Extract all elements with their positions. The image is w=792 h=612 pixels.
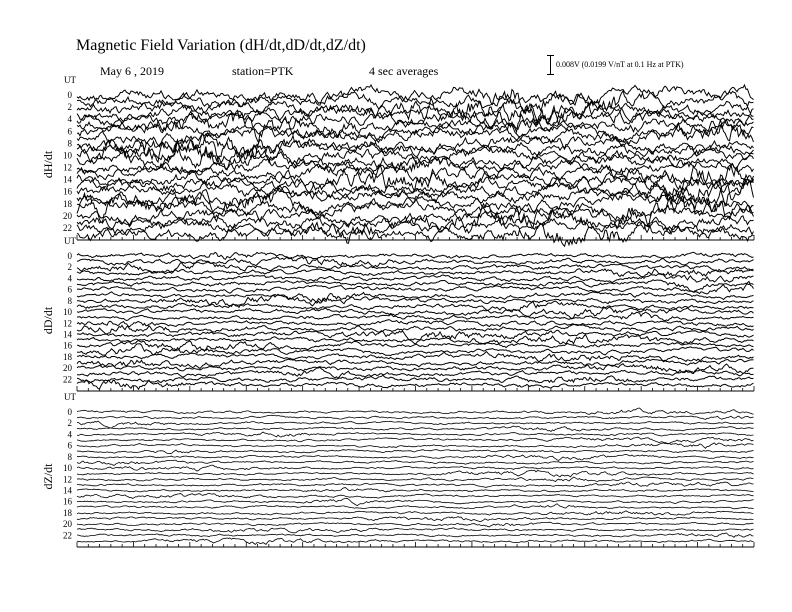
hour-tick-label: 10 (63, 150, 72, 161)
trace-hour-10 (77, 465, 754, 471)
hour-tick-label: 12 (63, 162, 72, 173)
trace-hour-5 (77, 437, 754, 444)
trace-hour-9 (77, 460, 754, 465)
ut-label: UT (64, 236, 76, 246)
trace-hour-1 (77, 415, 754, 419)
trace-hour-17 (77, 344, 754, 356)
hour-tick-label: 10 (63, 463, 72, 474)
trace-hour-0 (77, 252, 754, 259)
station-label: station=PTK (232, 64, 294, 78)
trace-hour-14 (77, 330, 754, 343)
hour-tick-label: 8 (67, 138, 72, 149)
trace-hour-12 (77, 320, 754, 327)
y-axis-label: dH/dt (41, 150, 55, 179)
hour-tick-label: 2 (67, 102, 72, 113)
date-label: May 6 , 2019 (100, 64, 164, 78)
hour-tick-label: 18 (63, 507, 72, 518)
trace-hour-13 (77, 482, 754, 487)
trace-hour-6 (77, 282, 754, 295)
trace-hour-18 (77, 511, 754, 515)
trace-hour-19 (77, 517, 754, 522)
hour-tick-label: 18 (63, 198, 72, 209)
hour-tick-label: 2 (67, 262, 72, 273)
hour-tick-label: 4 (67, 114, 72, 125)
hour-tick-label: 20 (63, 519, 72, 530)
hour-tick-label: 10 (63, 307, 72, 318)
hour-tick-label: 22 (63, 374, 72, 385)
trace-hour-12 (77, 477, 754, 482)
hour-tick-label: 14 (63, 174, 72, 185)
trace-hour-11 (77, 312, 754, 321)
trace-hour-7 (77, 450, 754, 454)
trace-hour-3 (77, 426, 754, 431)
trace-hour-15 (77, 493, 754, 498)
trace-hour-5 (77, 110, 754, 142)
hour-tick-label: 16 (63, 186, 72, 197)
hour-tick-label: 2 (67, 418, 72, 429)
hour-tick-label: 18 (63, 351, 72, 362)
hour-tick-label: 12 (63, 474, 72, 485)
trace-hour-14 (77, 488, 754, 492)
trace-hour-17 (77, 180, 754, 212)
hour-tick-label: 14 (63, 485, 72, 496)
y-axis-label: dZ/dt (41, 463, 55, 490)
hour-tick-label: 20 (63, 210, 72, 221)
y-axis-label: dD/dt (41, 306, 55, 335)
trace-hour-20 (77, 522, 754, 527)
trace-hour-8 (77, 454, 754, 460)
hour-tick-label: 22 (63, 222, 72, 233)
trace-hour-6 (77, 443, 754, 448)
trace-hour-18 (77, 352, 754, 362)
ut-label: UT (64, 392, 76, 402)
hour-tick-label: 12 (63, 318, 72, 329)
hour-tick-label: 6 (67, 126, 72, 137)
hour-tick-label: 14 (63, 329, 72, 340)
hour-tick-label: 6 (67, 440, 72, 451)
trace-hour-22 (77, 533, 754, 537)
hour-tick-label: 8 (67, 451, 72, 462)
averages-label: 4 sec averages (369, 64, 439, 78)
trace-hour-0 (77, 408, 754, 414)
hour-tick-label: 16 (63, 496, 72, 507)
trace-hour-3 (77, 269, 754, 277)
trace-hour-2 (77, 421, 754, 428)
trace-hour-4 (77, 432, 754, 437)
hour-tick-label: 0 (67, 251, 72, 261)
trace-hour-22 (77, 375, 754, 382)
trace-hour-16 (77, 498, 754, 505)
hour-tick-label: 4 (67, 429, 72, 440)
trace-hour-8 (77, 134, 754, 161)
hour-tick-label: 22 (63, 530, 72, 541)
trace-hour-12 (77, 157, 754, 175)
hour-tick-label: 0 (67, 407, 72, 417)
trace-hour-7 (77, 292, 754, 302)
hour-tick-label: 6 (67, 284, 72, 295)
ut-label: UT (64, 75, 76, 85)
hour-tick-label: 16 (63, 340, 72, 351)
chart-title: Magnetic Field Variation (dH/dt,dD/dt,dZ/dt) (76, 37, 366, 54)
hour-tick-label: 0 (67, 90, 72, 100)
hour-tick-label: 20 (63, 363, 72, 374)
trace-hour-21 (77, 528, 754, 533)
hour-tick-label: 8 (67, 295, 72, 306)
scale-label: 0.008V (0.0199 V/nT at 0.1 Hz at PTK) (556, 60, 684, 69)
trace-hour-17 (77, 504, 754, 509)
hour-tick-label: 4 (67, 273, 72, 284)
trace-hour-11 (77, 470, 754, 477)
